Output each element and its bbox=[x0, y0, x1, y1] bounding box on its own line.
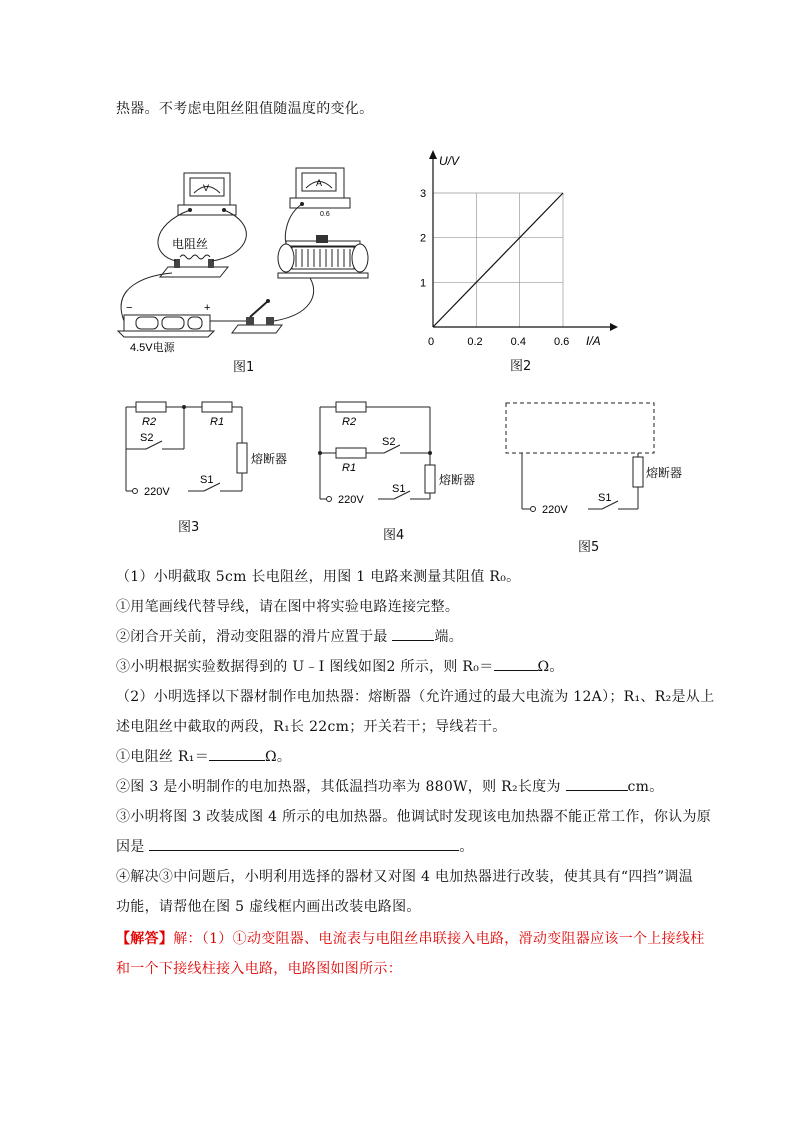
question-1-2-text: ②闭合开关前，滑动变阻器的滑片应置于最 bbox=[116, 629, 393, 645]
battery-pack bbox=[118, 302, 214, 354]
question-2-3-line-1: ③小明将图 3 改装成图 4 所示的电加热器。他调试时发现该电加热器不能正常工作，你认为原 bbox=[116, 809, 712, 825]
question-1-3-suffix: Ω。 bbox=[537, 659, 564, 675]
label-s2: S2 bbox=[382, 436, 396, 448]
question-2-2-suffix: cm。 bbox=[627, 779, 664, 795]
question-1-2 bbox=[116, 626, 463, 646]
question-1-1: ①用笔画线代替导线，请在图中将实验电路连接完整。 bbox=[116, 599, 460, 615]
question-2-line-2: 述电阻丝中截取的两段，R₁长 22cm；开关若干；导线若干。 bbox=[116, 719, 507, 735]
fuse bbox=[425, 465, 435, 493]
voltmeter-icon bbox=[178, 173, 236, 215]
label-s1: S1 bbox=[392, 483, 406, 495]
label-fuse: 熔断器 bbox=[646, 466, 683, 480]
fuse bbox=[633, 457, 643, 487]
resistance-wire-board bbox=[160, 236, 228, 277]
figure-3-caption: 图3 bbox=[178, 520, 200, 535]
sliding-rheostat bbox=[278, 235, 368, 278]
figure-2-ui-graph bbox=[410, 145, 620, 355]
figure-2-caption: 图2 bbox=[510, 359, 532, 374]
label-r2: R2 bbox=[342, 416, 357, 428]
x-axis-arrow bbox=[610, 323, 618, 331]
answer-line-2: 和一个下接线柱接入电路，电路图如图所示： bbox=[116, 961, 402, 977]
x-tick-label: 0.2 bbox=[467, 336, 483, 348]
figure-4-circuit bbox=[312, 395, 492, 515]
battery-minus: − bbox=[126, 302, 133, 314]
dashed-design-box bbox=[506, 403, 654, 453]
label-voltage: 220V bbox=[144, 486, 170, 498]
figure-1-caption: 图1 bbox=[233, 360, 255, 375]
y-axis-label: U/V bbox=[439, 154, 460, 168]
figure-4-caption: 图4 bbox=[383, 528, 405, 543]
label-r2: R2 bbox=[142, 416, 157, 428]
label-voltage: 220V bbox=[338, 494, 364, 506]
y-tick-label: 2 bbox=[420, 232, 427, 245]
answer-line-1 bbox=[116, 928, 705, 948]
resistor-r2 bbox=[136, 402, 166, 412]
y-tick-label: 1 bbox=[420, 277, 427, 290]
question-1-3 bbox=[116, 656, 564, 676]
ammeter-symbol: A bbox=[316, 178, 323, 188]
question-2-3-suffix: 。 bbox=[459, 839, 474, 855]
figure-5-circuit bbox=[500, 395, 700, 525]
origin-label: 0 bbox=[428, 336, 435, 348]
answer-blank[interactable] bbox=[392, 628, 434, 641]
question-2-3-text: 因是 bbox=[116, 839, 150, 855]
label-s1: S1 bbox=[200, 474, 214, 486]
tick-labels bbox=[420, 188, 569, 348]
figure-5-caption: 图5 bbox=[578, 540, 600, 555]
question-2-1 bbox=[116, 746, 291, 766]
label-s1: S1 bbox=[598, 492, 612, 504]
question-2-4-line-1: ④解决③中问题后，小明利用选择的器材又对图 4 电加热器进行改装，使其具有“四挡”调温 bbox=[116, 869, 694, 885]
x-tick-label: 0.6 bbox=[554, 336, 570, 348]
question-2-2-text: ②图 3 是小明制作的电加热器，其低温挡功率为 880W，则 R₂长度为 bbox=[116, 779, 566, 795]
battery-plus: + bbox=[204, 302, 211, 314]
ui-line bbox=[433, 193, 563, 327]
voltmeter-symbol: V bbox=[203, 183, 210, 193]
question-1: （1）小明截取 5cm 长电阻丝，用图 1 电路来测量其阻值 R₀。 bbox=[116, 569, 521, 585]
label-fuse: 熔断器 bbox=[251, 452, 288, 466]
answer-tag: 【解答】 bbox=[116, 931, 174, 947]
label-r1: R1 bbox=[210, 416, 225, 428]
question-2-1-text: ①电阻丝 R₁＝ bbox=[116, 749, 210, 765]
answer-blank[interactable] bbox=[494, 658, 538, 671]
label-voltage: 220V bbox=[542, 504, 568, 516]
y-axis-arrow bbox=[429, 150, 437, 159]
intro-text: 热器。不考虑电阻丝阻值随温度的变化。 bbox=[116, 101, 374, 117]
resistor-r2 bbox=[336, 402, 366, 412]
ammeter-icon bbox=[290, 168, 350, 218]
question-2-2 bbox=[116, 776, 664, 796]
label-fuse: 熔断器 bbox=[439, 473, 476, 487]
y-tick-label: 3 bbox=[420, 188, 427, 200]
question-1-2-suffix: 端。 bbox=[434, 629, 464, 645]
resistor-r1 bbox=[202, 402, 232, 412]
answer-blank[interactable] bbox=[149, 838, 459, 851]
answer-blank[interactable] bbox=[209, 748, 265, 761]
answer-text-1: 解：（1）①动变阻器、电流表与电阻丝串联接入电路，滑动变阻器应该一个上接线柱 bbox=[173, 931, 705, 947]
resistance-wire-label: 电阻丝 bbox=[172, 237, 209, 251]
knife-switch bbox=[232, 299, 282, 333]
question-2-1-suffix: Ω。 bbox=[265, 749, 292, 765]
question-2-line-1: （2）小明选择以下器材制作电加热器：熔断器（允许通过的最大电流为 12A）；R₁、R₂是从上 bbox=[116, 689, 715, 705]
battery-label: 4.5V电源 bbox=[130, 342, 175, 354]
x-tick-label: 0.4 bbox=[510, 336, 526, 348]
answer-blank[interactable] bbox=[566, 778, 628, 791]
label-s2: S2 bbox=[140, 432, 154, 444]
resistor-r1 bbox=[336, 448, 366, 458]
x-axis-label: I/A bbox=[586, 334, 601, 348]
figure-1-apparatus bbox=[110, 165, 390, 355]
fuse bbox=[237, 443, 247, 473]
question-2-3-line-2 bbox=[116, 836, 474, 856]
figure-3-circuit bbox=[118, 395, 298, 510]
question-1-3-text: ③小明根据实验数据得到的 U﹣I 图线如图2 所示，则 R₀＝ bbox=[116, 659, 494, 675]
question-2-4-line-2: 功能，请帮他在图 5 虚线框内画出改装电路图。 bbox=[116, 899, 421, 915]
ammeter-scale: 0.6 bbox=[320, 211, 330, 218]
label-r1: R1 bbox=[342, 462, 357, 474]
